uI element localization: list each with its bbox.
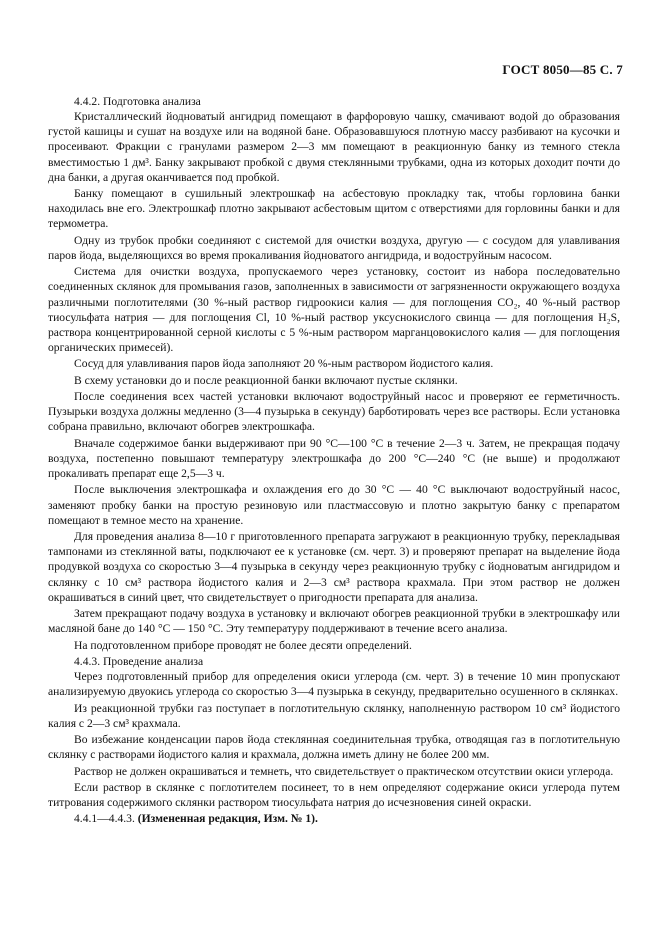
amendment-clauses: 4.4.1—4.4.3. [74,812,135,826]
paragraph: Для проведения анализа 8—10 г приготовленного препарата загружают в реакционную трубку, перекладывая тампонами из стеклянной ваты, подключают ее к установке (см. черт. 3) и проверяют препарат на выделение йода продувкой воздуха со скоростью 3—4 пузырька в секунду через реакционную трубку с йодноватым ангидридом и склянку с 10 см³ раствора йодистого калия и 2—3 см³ раствора крахмала. При этом раствор не должен окрашиваться в синий цвет, что свидетельствует о пригодности препарата для анализа. [48,530,620,604]
paragraph: Банку помещают в сушильный электрошкаф на асбестовую прокладку так, чтобы горловина банки находилась вне его. Электрошкаф плотно закрывают асбестовым щитом с отверстиями для горловины банки и для термометра. [48,187,620,231]
paragraph: Система для очистки воздуха, пропускаемого через установку, состоит из набора последовательно соединенных склянок для промывания газов, заполненных в зависимости от загрязненности окружающего воздуха различными поглотителями (30 %-ный раствор гидроокиси калия — для поглощения CO₂, 40 %-ный раствор тиосульфата натрия — для поглощения Cl, 10 %-ный раствор уксуснокислого свинца — для поглощения H₂S, раствора концентрированной серной кислоты с 5 %-ным раствором марганцовокислого калия — для поглощения органических примесей). [48,265,620,355]
paragraph: Раствор не должен окрашиваться и темнеть, что свидетельствует о практическом отсутствии окиси углерода. [74,764,614,778]
amendment-note [48,811,620,826]
paragraph: В схему установки до и после реакционной банки включают пустые склянки. [74,373,458,387]
paragraph: Одну из трубок пробки соединяют с системой для очистки воздуха, другую — с сосудом для улавливания паров йода, выделяющихся во время прокаливания йодноватого ангидрида, и водоструйным насосом. [48,233,620,262]
amendment-text: (Измененная редакция, Изм. № 1). [137,812,318,826]
paragraph: Из реакционной трубки газ поступает в поглотительную склянку, наполненную раствором 10 см³ йодистого калия с 2—3 см³ крахмала. [48,701,620,730]
document-body [48,94,620,827]
paragraph: Через подготовленный прибор для определения окиси углерода (см. черт. 3) в течение 10 мин пропускают анализируемую двуокись углерода со скоростью 3—4 пузырька в секунду, предварительно осушенного в склянках. [48,670,620,699]
paragraph: После соединения всех частей установки включают водоструйный насос и проверяют ее герметичность. Пузырьки воздуха должны медленно (3—4 пузырька в секунду) барботировать через все растворы. Если установка собрана правильно, включают обогрев электрошкафа. [48,390,620,434]
section-heading-preparation: 4.4.2. Подготовка анализа [74,95,201,108]
paragraph: Если раствор в склянке с поглотителем посинеет, то в нем определяют содержание окиси углерода путем титрования содержимого склянки раствором тиосульфата натрия до исчезновения синей окраски. [48,780,620,810]
section-heading-analysis: 4.4.3. Проведение анализа [74,654,204,668]
paragraph: Сосуд для улавливания паров йода заполняют 20 %-ным раствором йодистого калия. [74,357,494,371]
paragraph: После выключения электрошкафа и охлаждения его до 30 °C — 40 °C выключают водоструйный насос, заменяют пробку банки на простую резиновую или пластмассовую и плотно закрытую банку с препаратом помещают в темное место на хранение. [48,483,620,527]
paragraph: Затем прекращают подачу воздуха в установку и включают обогрев реакционной трубки в электрошкафу или масляной бане до 140 °C — 150 °C. Эту температуру поддерживают в течение всего анализа. [48,607,620,636]
paragraph: Кристаллический йодноватый ангидрид помещают в фарфоровую чашку, смачивают водой до образования густой кашицы и сушат на воздухе или на водяной бане. Образовавшуюся плотную массу разбивают на кусочки и просеивают. Фракции с гранулами размером 2—3 мм помещают в реакционную банку из темного стекла вместимостью 1 дм³. Банку закрывают пробкой с двумя стеклянными трубками, одна из которых доходит почти до дна банки, а другая оканчивается под пробкой. [48,110,620,184]
paragraph: Во избежание конденсации паров йода стеклянная соединительная трубка, отводящая газ в поглотительную склянку с растворами йодистого калия и крахмала, должна иметь длину не более 200 мм. [48,733,620,762]
page-header: ГОСТ 8050—85 С. 7 [502,62,623,77]
paragraph: Вначале содержимое банки выдерживают при 90 °C—100 °C в течение 2—3 ч. Затем, не прекращая подачу воздуха, постепенно повышают температуру электрошкафа до 200 °C—240 °C (не выше) и продолжают прокаливать препарат еще 2,5—3 ч. [48,436,620,481]
paragraph: На подготовленном приборе проводят не более десяти определений. [74,638,412,652]
